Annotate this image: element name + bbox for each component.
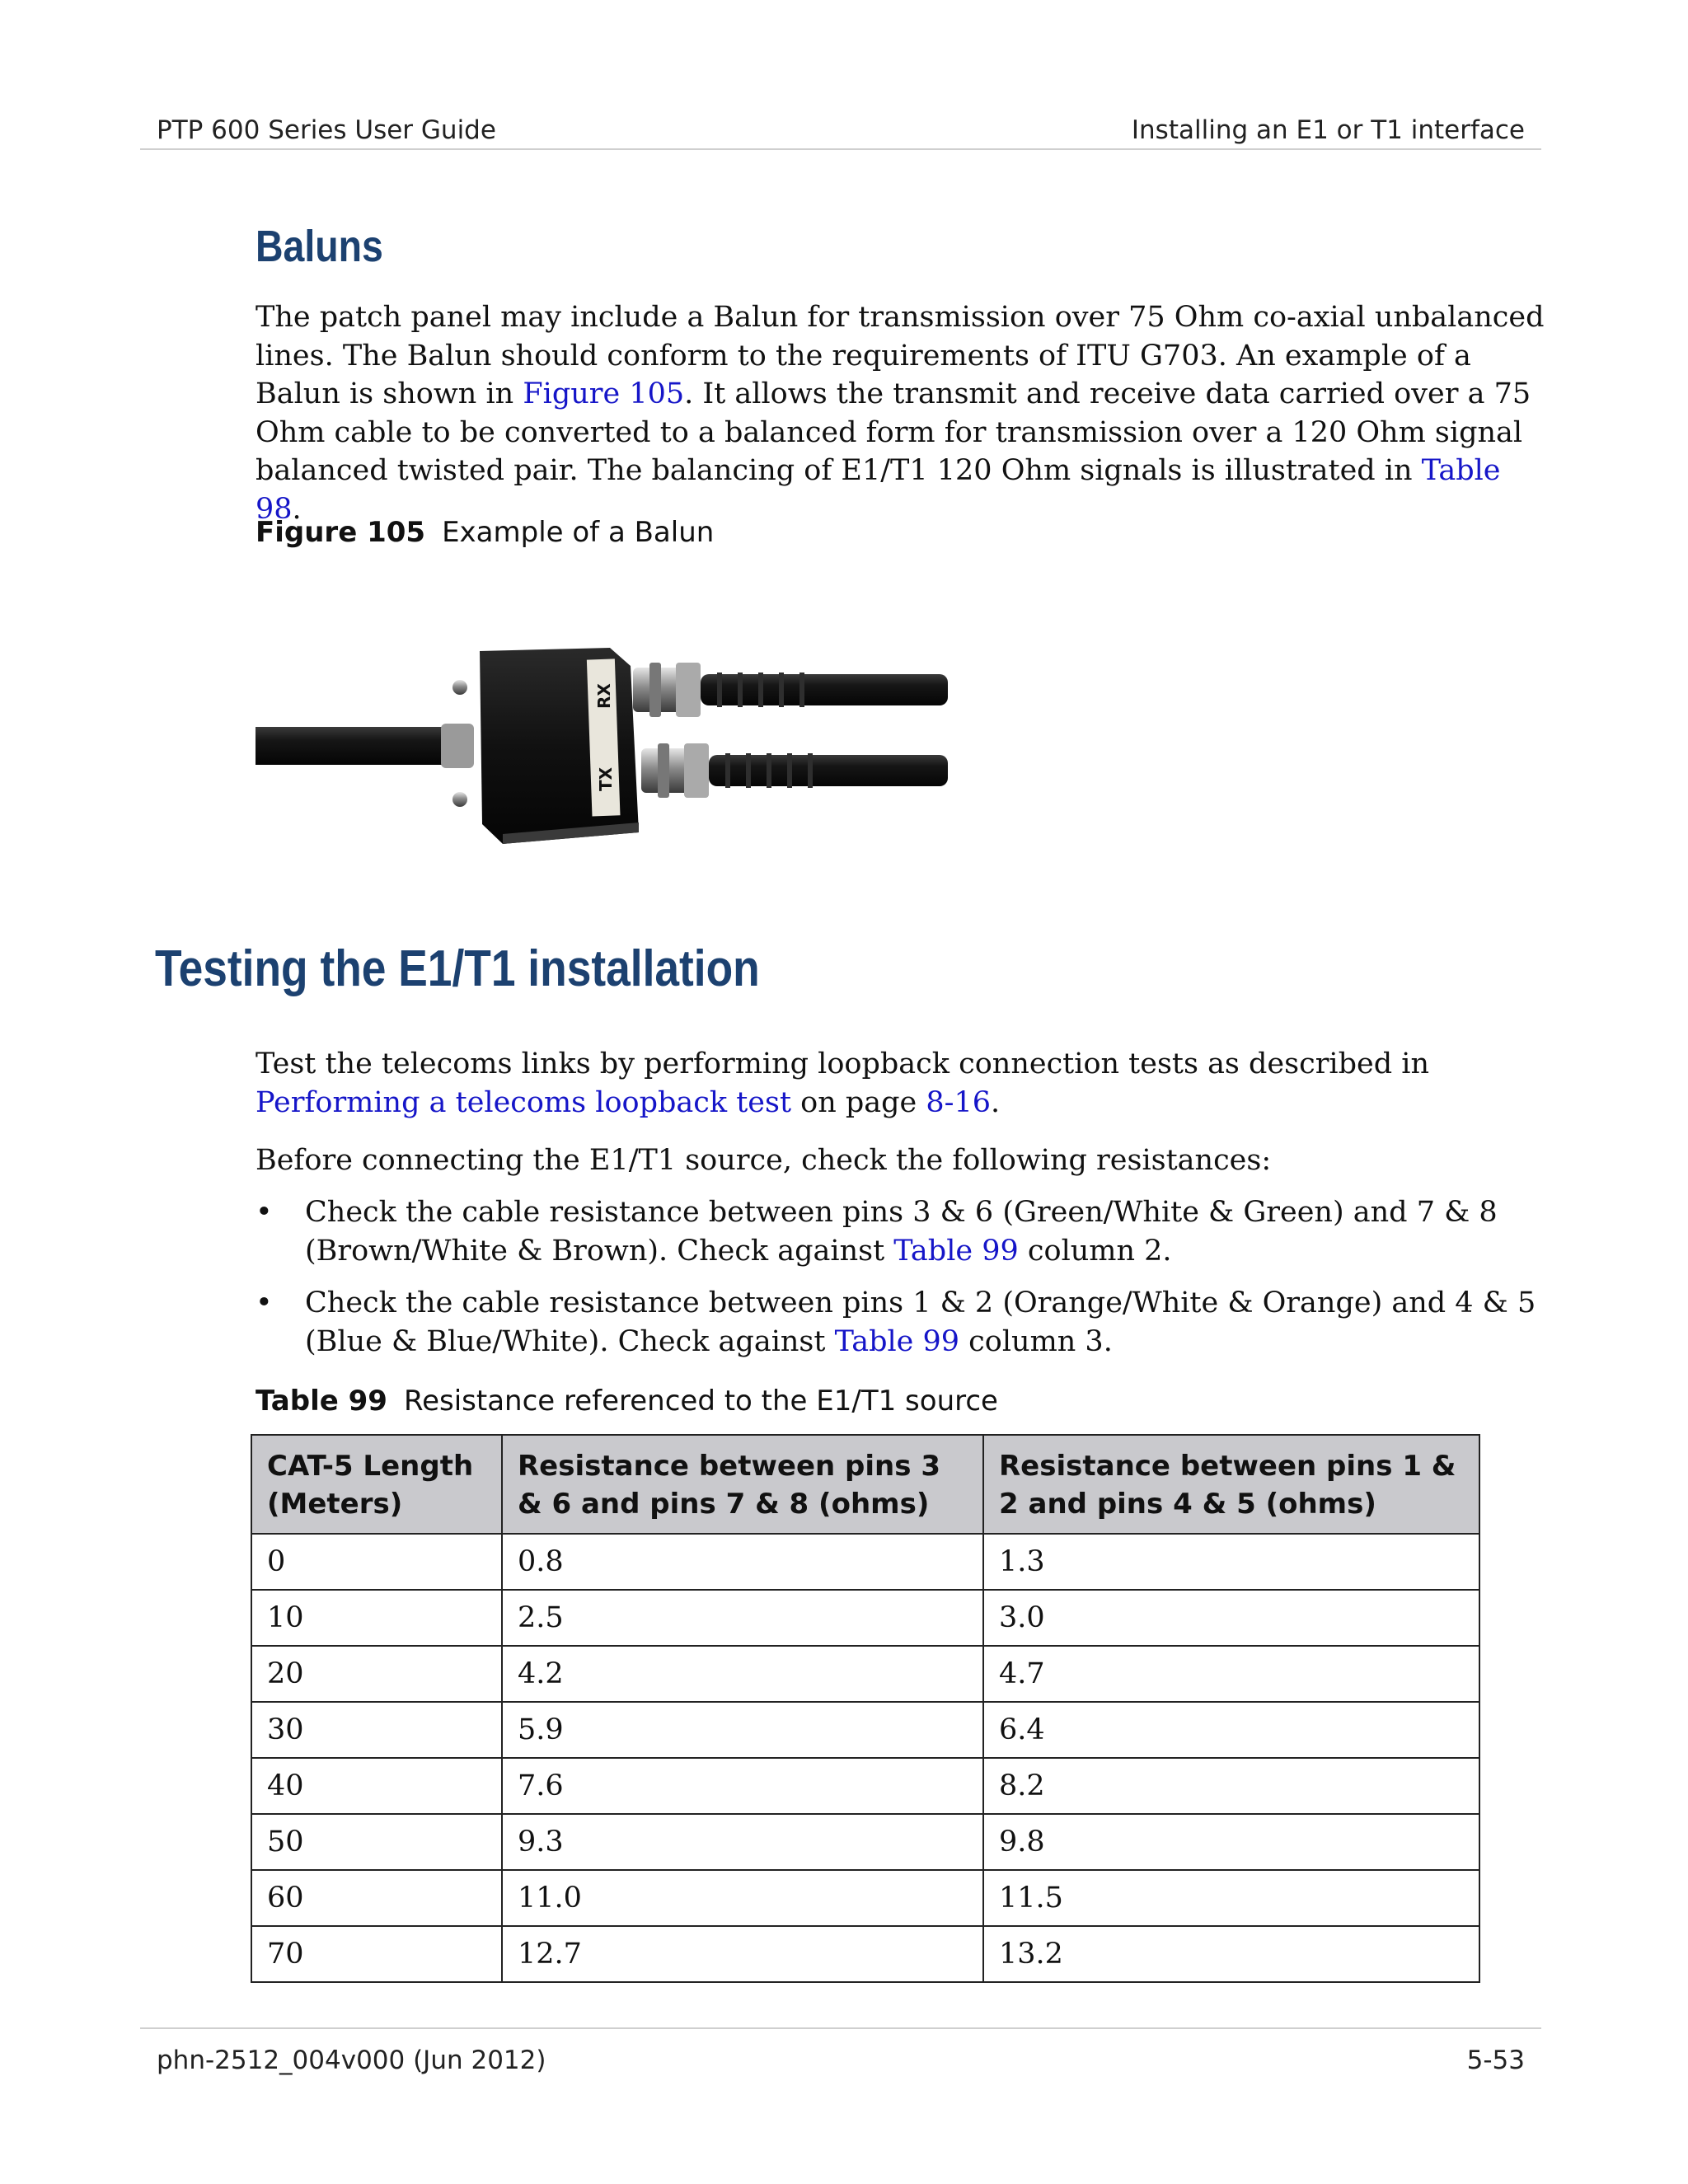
table-row <box>251 1590 1479 1646</box>
table-row <box>251 1702 1479 1758</box>
header-chapter-title: Installing an E1 or T1 interface <box>1131 115 1525 145</box>
column-header: CAT-5 Length (Meters) <box>251 1435 502 1534</box>
resistance-check-list <box>256 1193 1550 1375</box>
table-cell: 9.3 <box>502 1814 983 1870</box>
link-loopback-test[interactable]: Performing a telecoms loopback test <box>256 1085 792 1119</box>
figure-caption <box>256 516 714 549</box>
column-header: Resistance between pins 1 & 2 and pins 4 & 5 (ohms) <box>983 1435 1479 1534</box>
testing-paragraph-2: Before connecting the E1/T1 source, check the following resistances: <box>256 1144 1272 1177</box>
link-figure-105[interactable]: Figure 105 <box>523 377 685 410</box>
table-cell: 3.0 <box>983 1590 1479 1646</box>
table-cell: 9.8 <box>983 1814 1479 1870</box>
table-cell: 2.5 <box>502 1590 983 1646</box>
table-label: Table 99 <box>256 1385 387 1418</box>
table-cell: 40 <box>251 1758 502 1814</box>
table-row <box>251 1870 1479 1926</box>
baluns-paragraph <box>256 298 1550 528</box>
text: . <box>991 1085 1001 1119</box>
table-cell: 10 <box>251 1590 502 1646</box>
page-footer <box>140 2027 1541 2079</box>
table-cell: 12.7 <box>502 1926 983 1982</box>
table-row <box>251 1534 1479 1590</box>
list-item <box>256 1284 1550 1361</box>
header-doc-title: PTP 600 Series User Guide <box>157 115 496 145</box>
text: Check the cable resistance between pins 1 & 2 (Orange/White & Orange) and 4 & 5 (Blue & Blue/White). Check against <box>305 1286 1536 1358</box>
screw <box>452 680 467 695</box>
table-row <box>251 1758 1479 1814</box>
tx-label: TX <box>596 766 616 791</box>
table-row <box>251 1814 1479 1870</box>
table-cell: 11.0 <box>502 1870 983 1926</box>
balun-photo <box>256 626 948 865</box>
text: column 2. <box>1018 1234 1172 1268</box>
section-heading-testing: Testing the E1/T1 installation <box>155 940 760 997</box>
table-cell: 8.2 <box>983 1758 1479 1814</box>
link-table-99[interactable]: Table 99 <box>834 1324 960 1358</box>
footer-page-number: 5-53 <box>1466 2046 1525 2075</box>
table-cell: 7.6 <box>502 1758 983 1814</box>
text: Test the telecoms links by performing loopback connection tests as described in <box>256 1047 1430 1080</box>
cable-braid <box>441 724 474 768</box>
table-caption-text: Resistance referenced to the E1/T1 source <box>403 1385 998 1418</box>
table-cell: 6.4 <box>983 1702 1479 1758</box>
table-cell: 50 <box>251 1814 502 1870</box>
footer-doc-id: phn-2512_004v000 (Jun 2012) <box>157 2046 546 2075</box>
table-cell: 60 <box>251 1870 502 1926</box>
table-cell: 0.8 <box>502 1534 983 1590</box>
figure-caption-text: Example of a Balun <box>442 516 715 549</box>
table-cell: 13.2 <box>983 1926 1479 1982</box>
table-caption <box>256 1385 998 1418</box>
link-table-98[interactable]: Table 98 <box>256 454 1501 526</box>
table-cell: 4.2 <box>502 1646 983 1702</box>
section-heading-baluns: Baluns <box>256 222 383 271</box>
table-cell: 0 <box>251 1534 502 1590</box>
table-row <box>251 1926 1479 1982</box>
tx-cable <box>709 755 948 786</box>
input-cable <box>256 727 462 765</box>
table-cell: 70 <box>251 1926 502 1982</box>
table-cell: 11.5 <box>983 1870 1479 1926</box>
text: The patch panel may include a Balun for transmission over 75 Ohm co-axial unbalanced lines. The Balun should conform to the requirements of ITU G703. An example of a Balun is shown in <box>256 301 1545 410</box>
text: Check the cable resistance between pins 3 & 6 (Green/White & Green) and 7 & 8 (Brown/White & Brown). Check against <box>305 1196 1498 1268</box>
text: column 3. <box>959 1324 1113 1358</box>
column-header: Resistance between pins 3 & 6 and pins 7 & 8 (ohms) <box>502 1435 983 1534</box>
table-cell: 1.3 <box>983 1534 1479 1590</box>
figure-label: Figure 105 <box>256 516 426 549</box>
table-header-row <box>251 1435 1479 1534</box>
table-cell: 4.7 <box>983 1646 1479 1702</box>
page-header <box>140 115 1541 150</box>
table-cell: 30 <box>251 1702 502 1758</box>
screw <box>452 792 467 807</box>
rx-label: RX <box>594 683 614 709</box>
text: . <box>292 492 302 526</box>
table-row <box>251 1646 1479 1702</box>
testing-paragraph-1 <box>256 1045 1550 1122</box>
list-item <box>256 1193 1550 1270</box>
text: . It allows the transmit and receive data carried over a 75 Ohm cable to be converted to a balanced form for transmission over a 120 Ohm signal balanced twisted pair. The balancing of E1/T1 120 Ohm signals is illustrated in <box>256 377 1531 487</box>
resistance-table <box>251 1434 1480 1983</box>
table-cell: 5.9 <box>502 1702 983 1758</box>
table-cell: 20 <box>251 1646 502 1702</box>
text: on page <box>791 1085 926 1119</box>
balun-label-strip <box>587 658 621 816</box>
link-page-8-16[interactable]: 8-16 <box>926 1085 992 1119</box>
link-table-99[interactable]: Table 99 <box>893 1234 1019 1268</box>
